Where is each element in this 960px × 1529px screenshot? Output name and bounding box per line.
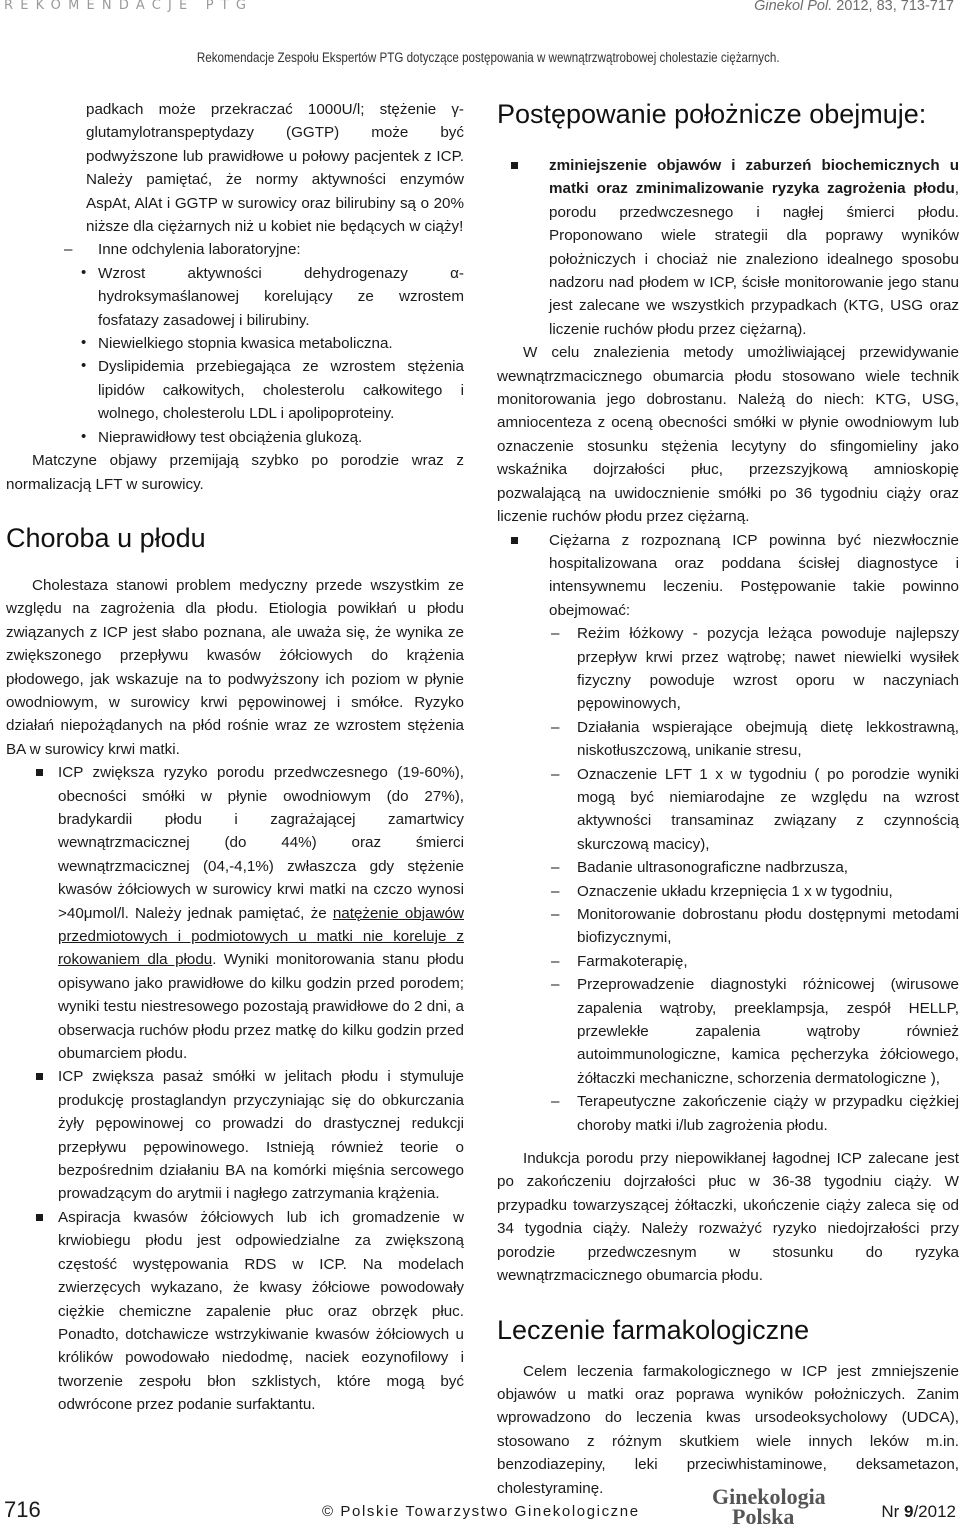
paragraph-pharmacological: Celem leczenia farmakologicznego w ICP jest zmniejszenie objawów u matki oraz poprawa wyników położniczych. Zanim wprowadzono do leczenia kwas ursodeoksycholowy (UDCA), stosowano z różnym skutkiem wiele innych leków m.in. benzodiazepiny, leki przeciwhistaminowe, deksametazon, cholestyraminę. (497, 1362, 959, 1497)
section-label: REKOMENDACJE PTG (4, 0, 254, 13)
running-title: Rekomendacje Zespołu Ekspertów PTG dotyczące postępowania w wewnątrzwątrobowej cholestazie ciężarnych. (197, 50, 780, 65)
square-list-item: zminiejszenie objawów i zaburzeń biochemicznych u matki oraz zminimalizowanie ryzyka zagrożenia płodu, porodu przedwczesnego i nagłej śmierci płodu. Proponowano wiele strategii dla poprawy wyników położniczych i chociaż nie znaleziono idealnego sposobu nadzoru nad płodem w ICP, ścisłe monitorowanie jego stanu jest zalecane we wszystkich przypadkach (KTG, USG oraz liczenie ruchów płodu przez ciężarną). (497, 154, 959, 341)
heading-obstetric-management: Postępowanie położnicze obejmuje: (497, 99, 927, 129)
square-bullet-icon (36, 769, 43, 776)
bullet-item: • Dyslipidemia przebiegająca ze wzrostem stężenia lipidów całkowitych, cholesterolu całkowitego i wolnego, cholesterolu LDL i apolipoproteiny. (6, 355, 464, 425)
issue-number: Nr 9/2012 (881, 1502, 956, 1521)
bullet-icon: • (81, 357, 87, 375)
right-column (497, 98, 959, 1500)
dash-item-text: Inne odchylenia laboratoryjne: (98, 241, 301, 259)
square-bullet-icon (36, 1073, 43, 1080)
square-bullet-icon (511, 537, 518, 544)
copyright-notice: © Polskie Towarzystwo Ginekologiczne (322, 1503, 640, 1520)
square-list-item: Aspiracja kwasów żółciowych lub ich gromadzenie w krwiobiegu płodu jest odpowiedzialne za zwiększoną częstość występowania RDS w ICP. Na modelach zwierzęcych wykazano, że kwasy żółciowe powodowały ciężkie chemiczne zapalenie płuc oraz obrzęk płuc. Ponadto, dotchawicze wstrzykiwanie kwasów żółciowych u królików powodowało niedodmę, naciek eozynofilowy i tworzenie zespołu błon szklistych, które mogą być odwrócone przez podanie surfaktantu. (6, 1206, 464, 1417)
page-number: 716 (4, 1497, 41, 1522)
bullet-item: • Wzrost aktywności dehydrogenazy α-hydroksymaślanowej korelujący ze wzrostem fosfatazy zasadowej i bilirubiny. (6, 262, 464, 332)
bold-emphasis: zminiejszenie objawów i zaburzeń biochemicznych u matki oraz zminimalizowanie ryzyka zagrożenia płodu (549, 157, 959, 198)
square-list-item: ICP zwiększa pasaż smółki w jelitach płodu i stymuluje produkcję prostaglandyn przyczyniając się do obkurczania żyły pępowinowej co prowadzi do drastycznej redukcji przepływu pępowinowego. Istnieją również teorie o bezpośrednim działaniu BA na komórki mięśnia sercowego prowadzącym do arytmii i nagłego zatrzymania krążenia. (6, 1065, 464, 1205)
dash-list-item: – Działania wspierające obejmują dietę lekkostrawną, niskotłuszczową, unikanie stresu, (551, 718, 959, 760)
paragraph-maternal-symptoms: Matczyne objawy przemijają szybko po porodzie wraz z normalizacją LFT w surowicy. (6, 452, 464, 493)
dash-list-item: – Oznaczenie LFT 1 x w tygodniu ( po porodzie wyniki mogą być niemiarodajne ze względu na wzrost aktywności transaminaz związany z czynnością skurczową macicy), (551, 765, 959, 853)
dash-marker: – (64, 241, 73, 259)
journal-citation (754, 0, 954, 14)
citation-volume: 2012, 83, 713-717 (832, 0, 954, 14)
square-list-item: ICP zwiększa ryzyko porodu przedwczesnego (19-60%), obecności smółki w płynie owodniowym (do 27%), bradykardii płodu i zagrażającej zamartwicy wewnątrzmacicznej (do 44%) oraz śmierci wewnątrzmacicznej (04,-4,1%) zwłaszcza gdy stężenie kwasów żółciowych w surowicy krwi matki na czczo wynosi >40μmol/l. Należy jednak pamiętać, że natężenie objawów przedmiotowych i podmiotowych u matki nie koreluje z rokowaniem dla płodu. Wyniki monitorowania stanu płodu opisywano jako prawidłowe do kilku godzin przed porodem; wyniki testu niestresowego pozostają prawidłowe do 2 dni, a obserwacja ruchów płodu przez matkę do kilku godzin przed obumarciem płodu. (6, 761, 464, 1065)
dash-list-item: – Terapeutyczne zakończenie ciąży w przypadku ciężkiej choroby matki i/lub zagrożenia płodu. (551, 1093, 959, 1134)
dash-list-item: – Farmakoterapię, (551, 952, 688, 970)
left-column (6, 98, 464, 1417)
dash-list-item: – Reżim łóżkowy - pozycja leżąca powoduje najlepszy przepływ krwi przez wątrobę; nawet niewielki wysiłek fizyczny powoduje wzrost oporu w naczyniach pępowinowych, (551, 625, 959, 713)
heading-pharmacological-treatment: Leczenie farmakologiczne (497, 1314, 810, 1345)
dash-list-item: – Przeprowadzenie diagnostyki różnicowej (wirusowe zapalenia wątroby, preeklampsja, zespół HELLP, przewlekłe zapalenia wątroby również autoimmunologiczne, kamica pęcherzyka żółciowego, żółtaczki mechaniczne, schorzenia dermatologiczne ), (551, 976, 959, 1087)
paragraph-cholestasis: Cholestaza stanowi problem medyczny przede wszystkim ze względu na zagrożenia dla płodu. Etiologia powikłań u płodu związanych z ICP jest słabo poznana, ale uważa się, że wynika ze zwiększonego przepływu kwasów żółciowych do krążenia płodowego, jak wskazuje na to podwyższony ich poziom w płynie owodniowym, w surowicy krwi pępowinowej i smółce. Ryzyko działań niepożądanych na płód rośnie wraz ze wzrostem stężenia BA w surowicy krwi matki. (6, 576, 464, 758)
underlined-emphasis: natężenie objawów przedmiotowych i podmiotowych u matki nie koreluje z rokowaniem dla płodu (58, 904, 464, 969)
dash-list-item: – Monitorowanie dobrostanu płodu dostępnymi metodami biofizycznymi, (551, 906, 959, 947)
journal-logo: Ginekologia Polska (712, 1484, 826, 1529)
dash-item-other-abnormalities (6, 238, 464, 261)
square-list-item: Ciężarna z rozpoznaną ICP powinna być niezwłocznie hospitalizowana oraz poddana ścisłej diagnostyce i intensywnemu leczeniu. Postępowanie takie powinno obejmować: (497, 529, 959, 623)
journal-name: Ginekol Pol. (754, 0, 833, 14)
bullet-icon: • (81, 427, 87, 445)
paragraph-lab-values: padkach może przekraczać 1000U/l; stężenie γ-glutamylotranspeptydazy (GGTP) może być podwyższone lub prawidłowe u połowy pacjentek z ICP. Należy pamiętać, że normy aktywności enzymów AspAt, AlAt i GGTP w surowicy oraz bilirubiny są o 20% niższe dla ciężarnych niż u kobiet nie będących w ciąży! (86, 101, 464, 236)
bullet-icon: • (81, 334, 87, 352)
dash-list-item: – Oznaczenie układu krzepnięcia 1 x w tygodniu, (551, 882, 893, 900)
heading-fetal-disease: Choroba u płodu (6, 522, 206, 553)
square-bullet-icon (511, 162, 518, 169)
paragraph-labour-induction: Indukcja porodu przy niepowikłanej łagodnej ICP zalecane jest po zakończeniu dojrzałości płuc w 36-38 tygodniu ciąży. W przypadku towarzyszącej żółtaczki, ukończenie ciąży zaleca się od 34 tygodnia ciąży. Należy rozważyć ryzyko niedojrzałości przy porodzie przedwczesnym w stosunku do ryzyka wewnątrzmacicznego obumarcia płodu. (497, 1150, 959, 1285)
paragraph-monitoring-methods: W celu znalezienia metody umożliwiającej przewidywanie wewnątrzmacicznego obumarcia płodu stosowano wiele technik monitorowania jego dobrostanu. Należą do niech: KTG, USG, amniocenteza z oceną obecności smółki w płynie owodniowym lub oznaczenie stosunku stężenia lecytyny do sfingomieliny jako wskaźnika dojrzałości płuc, przezszyjkową amnioskopię pozwalającą na uwidocznienie smółki po 36 tygodniu ciąży oraz liczenie ruchów płodu przez ciężarną. (497, 344, 959, 526)
dash-list-item: – Badanie ultrasonograficzne nadbrzusza, (551, 859, 849, 877)
bullet-item: • Niewielkiego stopnia kwasica metaboliczna. (6, 332, 464, 355)
bullet-icon: • (81, 263, 87, 281)
bullet-item: • Nieprawidłowy test obciążenia glukozą. (6, 426, 464, 449)
square-bullet-icon (36, 1214, 43, 1221)
